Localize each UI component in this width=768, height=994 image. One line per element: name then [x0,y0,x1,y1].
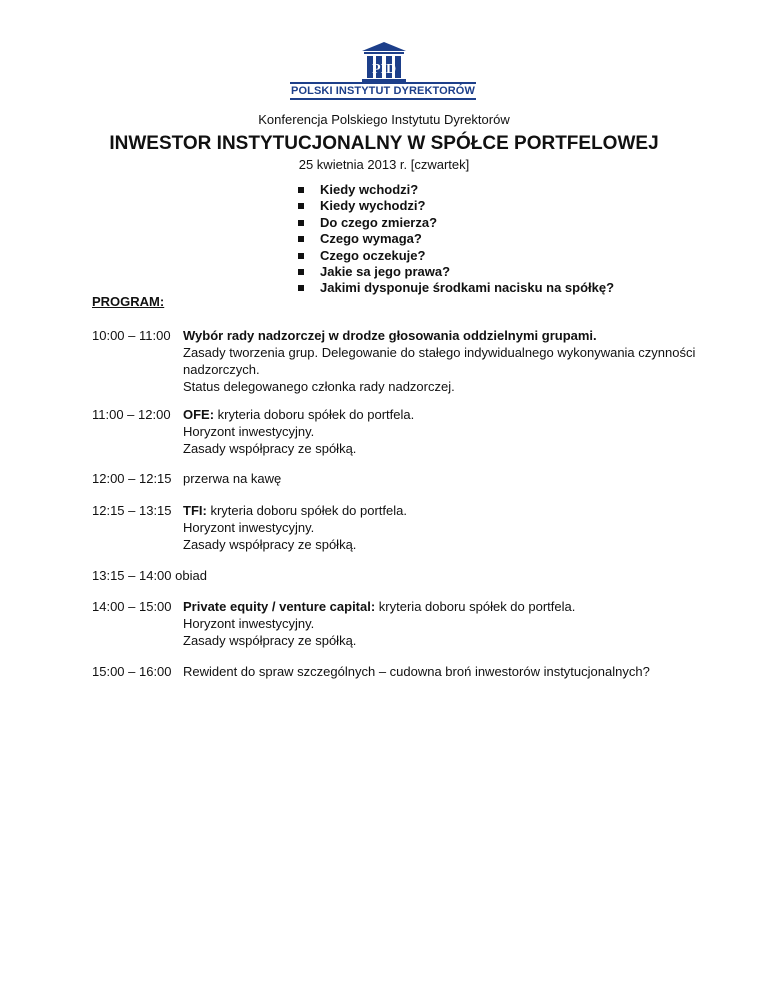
list-item: Kiedy wychodzi? [298,198,614,214]
session-lead-rest: kryteria doboru spółek do portfela. [214,407,415,422]
session-time: 11:00 – 12:00 [92,407,171,422]
session-line: Zasady współpracy ze spółką. [183,633,357,648]
session-lead: OFE: [183,407,215,422]
list-item: Jakie sa jego prawa? [298,264,614,280]
session-line: Rewident do spraw szczególnych – cudowna broń inwestorów instytucjonalnych? [183,664,650,679]
session-line: Status delegowanego członka rady nadzorczej. [183,379,455,394]
session-body [183,502,703,553]
session-body [183,663,703,680]
building-logo-icon [362,42,406,82]
session-time: 14:00 – 15:00 [92,599,172,614]
logo-mark-text: PID [371,62,397,77]
session-time: 10:00 – 11:00 [92,328,171,343]
session-body [183,598,703,649]
square-bullet-icon [298,253,304,259]
square-bullet-icon [298,203,304,209]
session-time: 13:15 – 14:00 obiad [92,568,207,583]
session-lead: TFI: [183,503,207,518]
conference-title: INWESTOR INSTYTUCJONALNY W SPÓŁCE PORTFELOWEJ [109,133,659,154]
square-bullet-icon [298,220,304,226]
square-bullet-icon [298,285,304,291]
session-body [183,470,703,487]
conference-subtitle: Konferencja Polskiego Instytutu Dyrektorów [258,112,510,127]
session-heading: Wybór rady nadzorczej w drodze głosowania oddzielnymi grupami. [183,328,597,343]
square-bullet-icon [298,269,304,275]
session-line: przerwa na kawę [183,471,282,486]
session-time: 12:15 – 13:15 [92,503,172,518]
pid-logo [290,42,476,98]
program-heading: PROGRAM: [92,294,165,309]
list-item: Kiedy wchodzi? [298,182,614,198]
list-item: Jakimi dysponuje środkami nacisku na spółkę? [298,280,614,296]
session-lead: Private equity / venture capital: [183,599,376,614]
session-lead-rest: kryteria doboru spółek do portfela. [375,599,576,614]
session-line: Zasady tworzenia grup. Delegowanie do stałego indywidualnego wykonywania czynności nadzorczych. [183,345,696,377]
questions-list [298,182,614,297]
session-time: 15:00 – 16:00 [92,664,172,679]
session-lead-rest: kryteria doboru spółek do portfela. [206,503,407,518]
session-line: Horyzont inwestycyjny. [183,520,315,535]
list-item: Czego wymaga? [298,231,614,247]
session-line: Horyzont inwestycyjny. [183,616,315,631]
square-bullet-icon [298,236,304,242]
session-line: Horyzont inwestycyjny. [183,424,315,439]
session-body [183,406,703,457]
list-item: Czego oczekuje? [298,248,614,264]
conference-date: 25 kwietnia 2013 r. [czwartek] [298,157,470,172]
list-item: Do czego zmierza? [298,215,614,231]
logo-band-text: POLSKI INSTYTUT DYREKTORÓW [290,82,476,100]
session-line: Zasady współpracy ze spółką. [183,537,357,552]
session-time: 12:00 – 12:15 [92,471,172,486]
session-body [183,327,703,395]
session-line: Zasady współpracy ze spółką. [183,441,357,456]
square-bullet-icon [298,187,304,193]
